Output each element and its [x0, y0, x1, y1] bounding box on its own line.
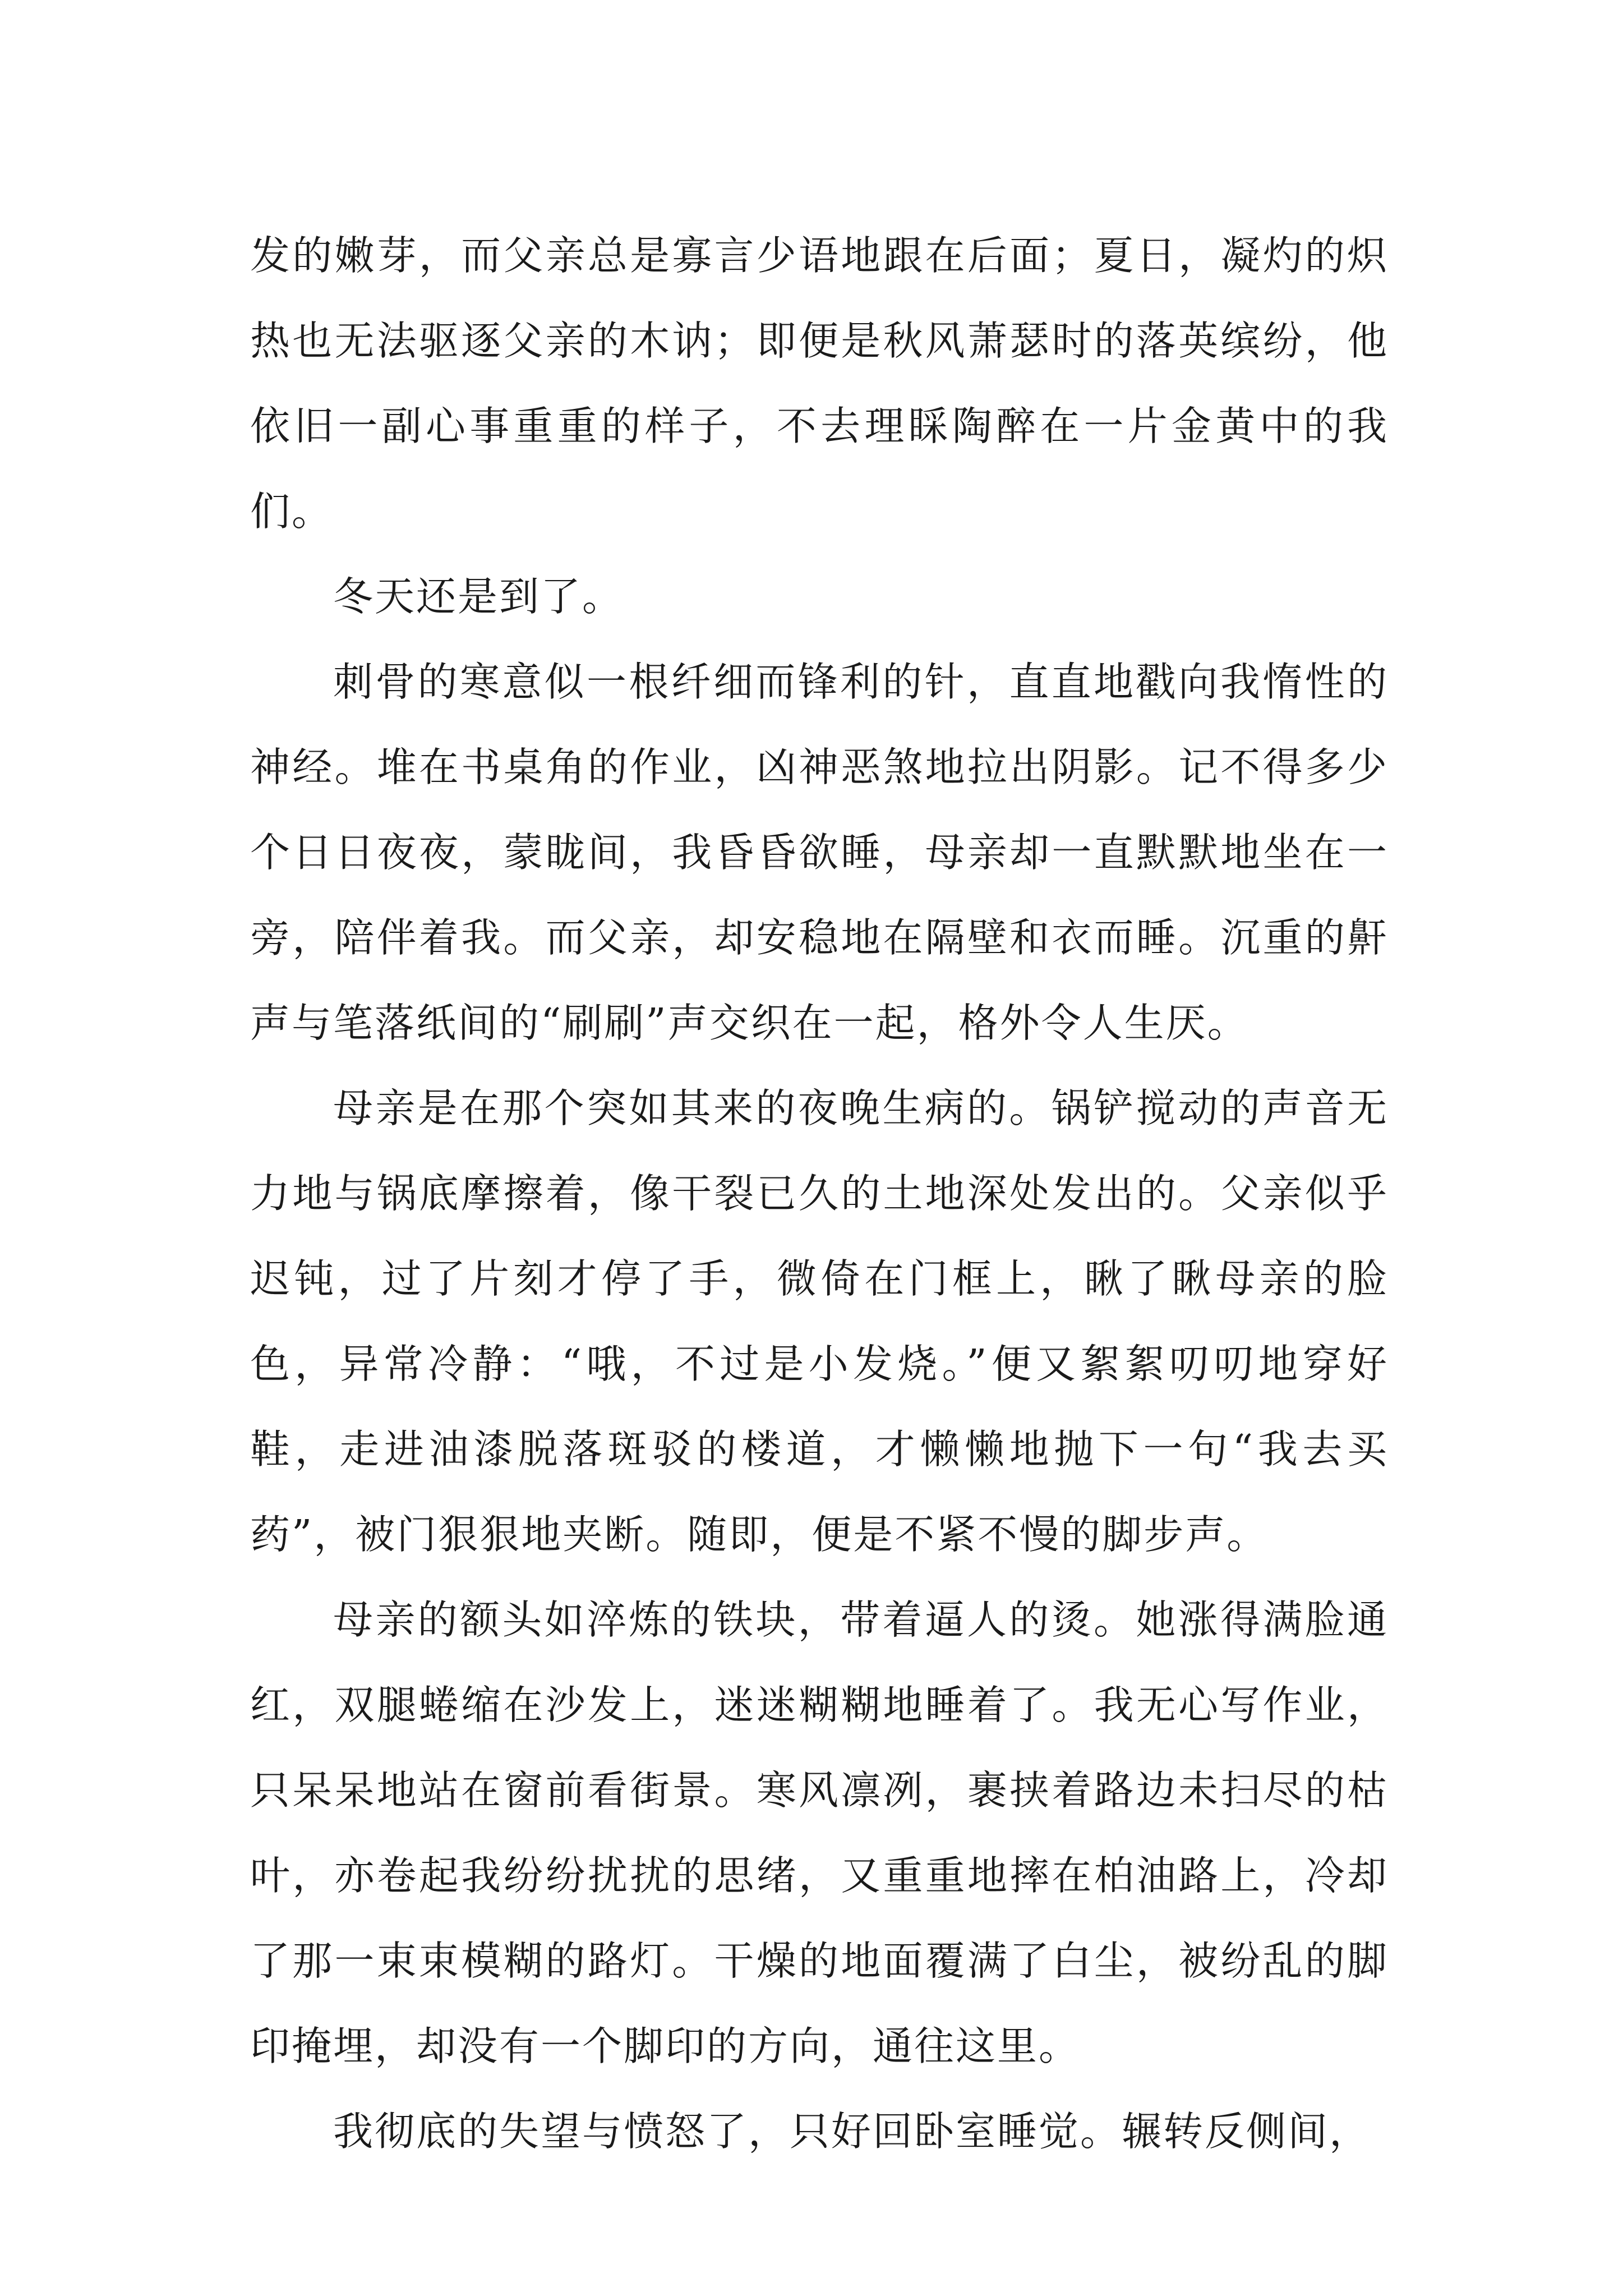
paragraph-6: 我彻底的失望与愤怒了，只好回卧室睡觉。辗转反侧间， [333, 2108, 1371, 2155]
paragraph-2: 冬天还是到了。 [333, 573, 624, 620]
article-body [250, 213, 1389, 2174]
paragraph-3: 刺骨的寒意似一根纤细而锋利的针，直直地戳向我惰性的神经。堆在书桌角的作业，凶神恶煞地拉出阴影。记不得多少个日日夜夜，蒙眬间，我昏昏欲睡，母亲却一直默默地坐在一旁，陪伴着我。而父亲，却安稳地在隔壁和衣而睡。沉重的鼾声与笔落纸间的“刷刷”声交织在一起，格外令人生厌。 [250, 659, 1389, 1046]
paragraph-4: 母亲是在那个突如其来的夜晚生病的。锅铲搅动的声音无力地与锅底摩擦着，像干裂已久的土地深处发出的。父亲似乎迟钝，过了片刻才停了手，微倚在门框上，瞅了瞅母亲的脸色，异常冷静：“哦，不过是小发烧。”便又絮絮叨叨地穿好鞋，走进油漆脱落斑驳的楼道，才懒懒地抛下一句“我去买药”，被门狠狠地夹断。随即，便是不紧不慢的脚步声。 [250, 1085, 1389, 1558]
paragraph-1: 发的嫩芽，而父亲总是寡言少语地跟在后面；夏日，凝灼的炽热也无法驱逐父亲的木讷；即便是秋风萧瑟时的落英缤纷，他依旧一副心事重重的样子，不去理睬陶醉在一片金黄中的我们。 [250, 232, 1389, 535]
paragraph-5: 母亲的额头如淬炼的铁块，带着逼人的烫。她涨得满脸通红，双腿蜷缩在沙发上，迷迷糊糊地睡着了。我无心写作业，只呆呆地站在窗前看街景。寒风凛冽，裹挟着路边未扫尽的枯叶，亦卷起我纷纷扰扰的思绪，又重重地摔在柏油路上，冷却了那一束束模糊的路灯。干燥的地面覆满了白尘，被纷乱的脚印掩埋，却没有一个脚印的方向，通往这里。 [250, 1596, 1389, 2069]
